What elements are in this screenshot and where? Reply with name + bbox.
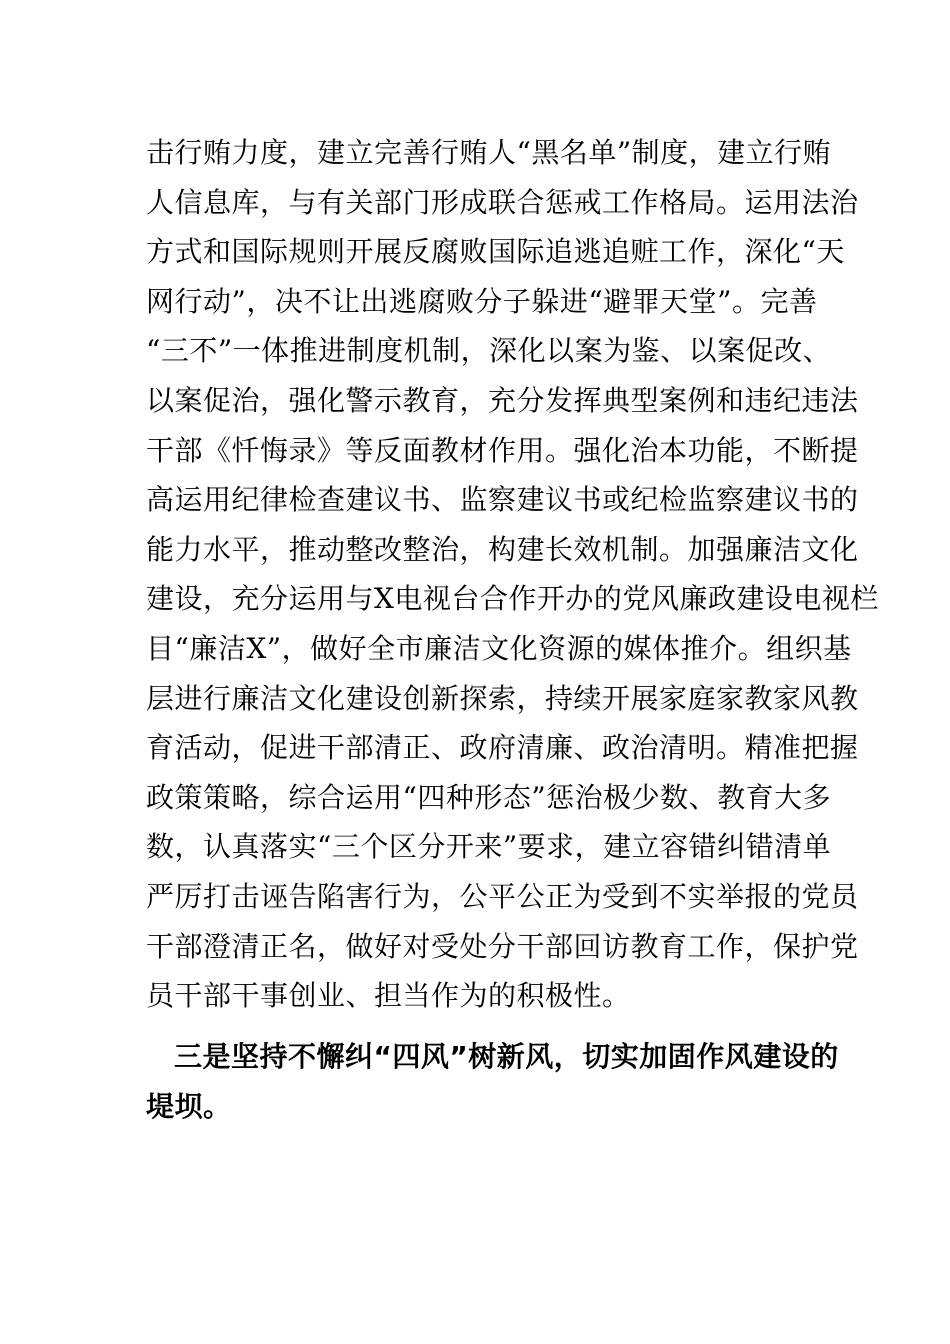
section-heading-line: 堤坝。 (146, 1089, 232, 1123)
paragraph-line: 方式和国际规则开展反腐败国际追逃追赃工作，深化“天 (146, 235, 845, 269)
paragraph-line: 目“廉洁X”，做好全市廉洁文化资源的媒体推介。组织基 (146, 631, 852, 665)
section-heading (146, 1032, 839, 1131)
body-paragraph (146, 128, 879, 1021)
paragraph-line: 高运用纪律检查建议书、监察建议书或纪检监察建议书的 (146, 483, 859, 517)
paragraph-line: “三不”一体推进制度机制，深化以案为鉴、以案促改、 (146, 334, 832, 368)
paragraph-line: 育活动，促进干部清正、政府清廉、政治清明。精准把握 (146, 731, 859, 765)
paragraph-line: 严厉打击诬告陷害行为，公平公正为受到不实举报的党员 (146, 879, 859, 913)
paragraph-line: 数，认真落实“三个区分开来”要求，建立容错纠错清单 (146, 830, 832, 864)
paragraph-line: 人信息库，与有关部门形成联合惩戒工作格局。运用法治 (146, 185, 859, 219)
paragraph-line: 政策策略，综合运用“四种形态”惩治极少数、教育大多 (146, 780, 832, 814)
paragraph-line: 干部《忏悔录》等反面教材作用。强化治本功能，不断提 (146, 433, 859, 467)
section-heading-line: 三是坚持不懈纠“四风”树新风，切实加固作风建设的 (174, 1040, 839, 1073)
paragraph-line: 建设，充分运用与X电视台合作开办的党风廉政建设电视栏 (146, 582, 879, 616)
paragraph-line: 员干部干事创业、担当作为的积极性。 (146, 979, 631, 1013)
paragraph-line: 干部澄清正名，做好对受处分干部回访教育工作，保护党 (146, 929, 859, 963)
paragraph-line: 以案促治，强化警示教育，充分发挥典型案例和违纪违法 (146, 383, 859, 417)
paragraph-line: 网行动”，决不让出逃腐败分子躲进“避罪天堂”。完善 (146, 284, 818, 318)
paragraph-line: 层进行廉洁文化建设创新探索，持续开展家庭家教家风教 (146, 681, 859, 715)
paragraph-line: 击行贿力度，建立完善行贿人“黑名单”制度，建立行贿 (146, 136, 832, 169)
paragraph-line: 能力水平，推动整改整治，构建长效机制。加强廉洁文化 (146, 532, 859, 566)
